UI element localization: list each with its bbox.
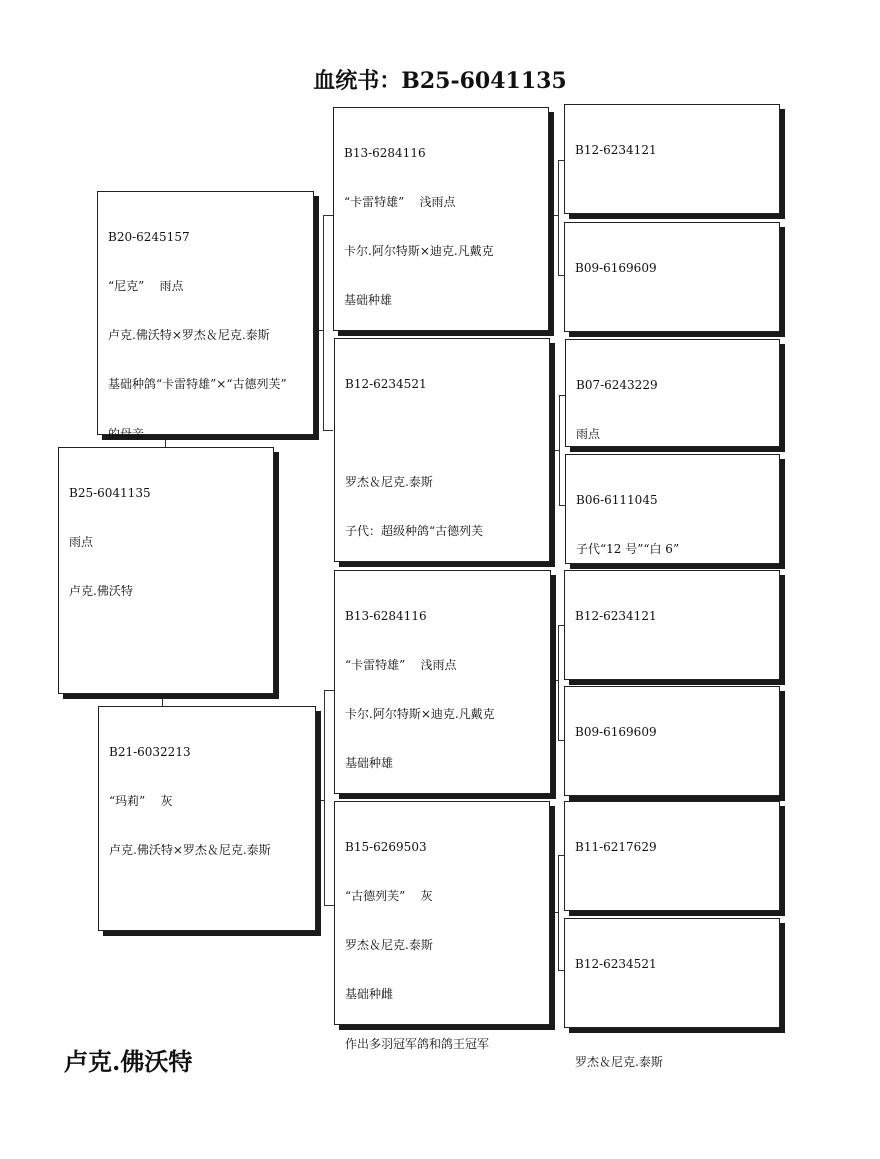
box-line: 罗杰＆尼克.泰斯 — [575, 1055, 663, 1070]
box-line: 罗杰＆尼克.泰斯 — [345, 938, 433, 953]
box-line — [575, 1005, 769, 1021]
box-line: “卡雷特雄” 浅雨点 — [344, 195, 456, 210]
pedigree-box-sire-dam — [334, 338, 550, 562]
box-line: 子代：超级种鸽“古德列芙 — [345, 524, 484, 539]
box-line: 卢克.佛沃特 — [69, 584, 133, 599]
connector-line — [324, 690, 334, 691]
ring-number: B07-6243229 — [576, 377, 658, 392]
box-line: “古德列芙” 灰 — [345, 889, 433, 904]
connector-line — [316, 800, 324, 801]
ring-number: B12-6234521 — [575, 956, 657, 971]
ring-number: B25-6041135 — [69, 485, 151, 500]
ring-number: B21-6032213 — [109, 744, 191, 759]
connector-line — [559, 395, 560, 505]
ring-number: B12-6234121 — [575, 608, 657, 623]
box-line: 基础种雄 — [344, 293, 393, 308]
pedigree-box-sire — [97, 191, 314, 441]
box-line: 罗杰＆尼克.泰斯 — [345, 475, 433, 490]
connector-line — [313, 330, 323, 331]
ring-number: B20-6245157 — [108, 229, 190, 244]
breeder-name: 卢克.佛沃特 — [64, 1047, 193, 1076]
ring-number: B12-6234521 — [345, 376, 427, 391]
box-line: 卢克.佛沃特×罗杰＆尼克.泰斯 — [108, 328, 270, 343]
box-line: 卢克.佛沃特×罗杰＆尼克.泰斯 — [109, 843, 271, 858]
box-line: 基础种雌 — [345, 987, 394, 1002]
box-line: 雨点 — [69, 535, 94, 550]
box-line: 基础种鸽“卡雷特雄”×“古德列芙” — [108, 377, 287, 392]
connector-line — [558, 160, 559, 275]
ring-number: B13-6284116 — [344, 145, 426, 160]
pedigree-box-dsd — [564, 686, 780, 796]
ring-number: B06-6111045 — [576, 492, 658, 507]
box-line: “玛莉” 灰 — [109, 794, 173, 809]
ring-number: B13-6284116 — [345, 608, 427, 623]
pedigree-box-subject — [58, 447, 274, 694]
pedigree-box-sds — [565, 339, 780, 447]
connector-line — [324, 690, 325, 905]
box-line — [345, 425, 539, 441]
box-line: 的母亲 — [108, 426, 145, 441]
page-title: 血统书：B25-6041135 — [313, 68, 567, 94]
ring-number: B12-6234121 — [575, 142, 657, 157]
connector-line — [323, 215, 324, 430]
connector-line — [550, 680, 558, 681]
box-line: 子代“12 号”“白 6” — [576, 542, 680, 557]
box-line — [575, 888, 769, 904]
pedigree-box-dam — [98, 706, 316, 931]
box-line: 作出多羽冠军鸽和鸽王冠军 — [345, 1036, 490, 1051]
pedigree-box-ddd — [564, 918, 780, 1070]
ring-number: B09-6169609 — [575, 724, 657, 739]
pedigree-box-dam-sire — [334, 570, 551, 794]
connector-line — [162, 693, 163, 707]
connector-line — [548, 215, 558, 216]
pedigree-box-sdd — [565, 454, 780, 564]
box-line — [575, 309, 769, 325]
box-line: 雨点 — [576, 427, 601, 442]
pedigree-box-dds — [564, 801, 780, 911]
pedigree-box-dam-dam — [334, 801, 550, 1051]
box-line — [575, 773, 769, 789]
ring-number: B11-6217629 — [575, 839, 657, 854]
box-line: “卡雷特雄” 浅雨点 — [345, 658, 457, 673]
connector-line — [324, 905, 334, 906]
ring-number: B15-6269503 — [345, 839, 427, 854]
connector-line — [558, 625, 559, 740]
box-line: 卡尔.阿尔特斯×迪克.凡戴克 — [344, 244, 494, 259]
box-line: 卡尔.阿尔特斯×迪克.凡戴克 — [345, 707, 495, 722]
connector-line — [550, 912, 558, 913]
connector-line — [323, 215, 333, 216]
box-line: 基础种雄 — [345, 756, 394, 771]
pedigree-box-sire-sire — [333, 107, 549, 331]
ring-number: B09-6169609 — [575, 260, 657, 275]
pedigree-box-dss — [564, 570, 780, 680]
connector-line — [323, 430, 333, 431]
pedigree-box-sss — [564, 104, 780, 214]
pedigree-box-ssd — [564, 222, 780, 332]
connector-line — [558, 855, 559, 970]
box-line — [575, 657, 769, 673]
box-line — [575, 191, 769, 207]
connector-line — [549, 450, 559, 451]
box-line: “尼克” 雨点 — [108, 279, 184, 294]
